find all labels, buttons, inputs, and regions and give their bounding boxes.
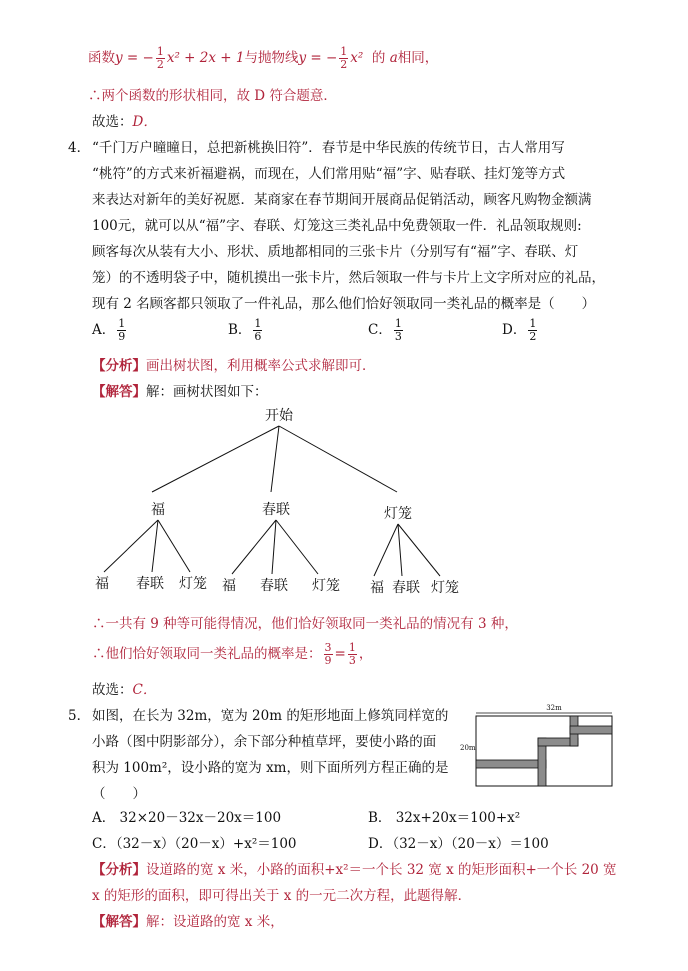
tree-l2-1: 福: [95, 576, 109, 592]
q5-figure: [458, 700, 618, 790]
option-label: D．: [502, 322, 527, 338]
q4-answer: [92, 680, 156, 700]
q4-line-1: “千门万户曈曈日，总把新桃换旧符”．春节是中华民族的传统节日，古人常用写: [92, 140, 565, 156]
q4-number: 4．: [68, 140, 91, 156]
branch-dl-chunlian: [398, 524, 402, 576]
answer-value: D．: [132, 114, 157, 130]
text-fn-prefix: 函数: [88, 50, 115, 66]
tree-l2-5: 春联: [260, 578, 288, 594]
analysis-text: 画出树状图，利用概率公式求解即可．: [146, 358, 376, 374]
q4-option-d[interactable]: [502, 318, 539, 343]
q5-line-1: 如图，在长为 32m，宽为 20m 的矩形地面上修筑同样宽的: [92, 708, 449, 724]
conclusion-suffix: ，: [358, 646, 373, 662]
frac-half-2: $\frac{1}{2}$: [340, 45, 348, 71]
q4-line-4: 100元，就可以从“福”字、春联、灯笼这三类礼品中免费领取一件．礼品领取规则:: [92, 218, 582, 234]
branch-cl-denglong: [276, 520, 318, 574]
q5-option-d[interactable]: D．（32－x）（20－x）＝100: [368, 836, 549, 852]
solution-tag: 【解答】: [92, 384, 146, 400]
eq2-lhs: y = −: [298, 50, 338, 66]
tree-l2-6: 灯笼: [312, 578, 340, 594]
q4-option-c[interactable]: [368, 318, 405, 343]
equals-sign: =: [334, 646, 346, 662]
q5-line-4: （ ）: [92, 786, 146, 802]
solution-text: 解：设道路的宽 x 米，: [146, 914, 284, 930]
answer-value: C．: [132, 682, 157, 698]
branch-fu-denglong: [158, 520, 190, 572]
option-label: B．: [228, 322, 252, 338]
tree-l1-fu: 福: [151, 502, 165, 518]
text-same: 相同，: [397, 50, 439, 66]
branch-root-fu: [152, 426, 279, 492]
figure-height-label: 20m: [460, 744, 476, 752]
q5-line-3: 积为 100m²，设小路的宽为 xm，则下面所列方程正确的是: [92, 760, 449, 776]
frac-1-3: $\frac{1}{3}$: [348, 641, 356, 667]
q5-solution: [92, 912, 284, 932]
text-fn-mid: 与抛物线: [244, 50, 299, 66]
q5-line-2: 小路（图中阴影部分），余下部分种植草坪，要使小路的面: [92, 734, 437, 750]
analysis-text-1: 设道路的宽 x 米，小路的面积+x²＝一个长 32 宽 x 的矩形面积+一个长 20 宽: [146, 862, 617, 878]
q4-conclusion-2: [92, 642, 372, 667]
answer-label: 故选：: [92, 682, 133, 698]
option-frac: $\frac{1}{2}$: [529, 317, 537, 343]
tree-l2-3: 灯笼: [179, 576, 207, 592]
solution-tag: 【解答】: [92, 914, 146, 930]
eq1-lhs: y = −: [115, 50, 154, 66]
tree-l1-chunlian: 春联: [262, 502, 290, 518]
q4-analysis: [92, 356, 376, 376]
answer-line-prev: [92, 112, 157, 132]
q4-solution: [92, 382, 268, 402]
answer-label: 故选：: [92, 114, 133, 130]
q5-option-a[interactable]: A． 32×20－32x－20x＝100: [92, 810, 282, 826]
conclusion-line: ∴两个函数的形状相同，故 D 符合题意．: [88, 88, 337, 104]
q5-option-b[interactable]: B． 32x+20x＝100+x²: [368, 810, 521, 826]
branch-root-chunlian: [271, 426, 279, 492]
tree-l2-8: 春联: [392, 580, 420, 596]
q5-analysis-2: x 的矩形的面积，即可得出关于 x 的一元二次方程，此题得解．: [92, 888, 472, 904]
analysis-tag: 【分析】: [92, 862, 146, 878]
q5-analysis: [92, 860, 617, 880]
option-frac: $\frac{1}{9}$: [118, 317, 126, 343]
branch-dl-denglong: [398, 524, 440, 576]
q4-line-6: 笼）的不透明袋子中，随机摸出一张卡片，然后领取一件与卡片上文字所对应的礼品，: [92, 270, 605, 286]
tree-root: 开始: [265, 408, 293, 424]
q5-option-c[interactable]: C．（32－x）（20－x）+x²＝100: [92, 836, 297, 852]
option-frac: $\frac{1}{6}$: [254, 317, 262, 343]
branch-root-denglong: [279, 426, 397, 492]
tree-l2-7: 福: [370, 580, 384, 596]
tree-l2-4: 福: [222, 578, 236, 594]
tree-l2-9: 灯笼: [431, 580, 459, 596]
eq2-rhs: x²: [350, 50, 364, 66]
frac-half-1: $\frac{1}{2}$: [156, 45, 164, 71]
var-a: a: [389, 50, 398, 66]
branch-cl-chunlian: [272, 520, 276, 574]
branch-cl-fu: [232, 520, 276, 574]
analysis-tag: 【分析】: [92, 358, 146, 374]
q4-line-5: 顾客每次从装有大小、形状、质地都相同的三张卡片（分别写有“福”字、春联、灯: [92, 244, 579, 260]
option-frac: $\frac{1}{3}$: [394, 317, 402, 343]
q4-option-b[interactable]: [228, 318, 264, 343]
option-label: C．: [368, 322, 392, 338]
branch-fu-chunlian: [152, 520, 158, 572]
q4-line-7: 现有 2 名顾客都只领取了一件礼品，那么他们恰好领取同一类礼品的概率是（ ）: [92, 296, 596, 312]
eq1-rhs: x² + 2x + 1: [166, 50, 245, 66]
q4-option-a[interactable]: [92, 318, 128, 343]
tree-l2-2: 春联: [136, 576, 164, 592]
q4-conclusion-1: ∴一共有 9 种等可能得情况，他们恰好领取同一类礼品的情况有 3 种，: [92, 616, 518, 632]
text-de: 的: [371, 50, 386, 66]
tree-diagram: [0, 400, 688, 600]
figure-width-label: 32m: [546, 704, 562, 712]
frac-3-9: $\frac{3}{9}$: [324, 641, 332, 667]
branch-fu-fu: [104, 520, 158, 572]
q5-number: 5．: [68, 708, 91, 724]
tree-l1-denglong: 灯笼: [384, 506, 412, 522]
option-label: A．: [92, 322, 116, 338]
function-comparison-line: [88, 46, 438, 71]
q4-line-2: “桃符”的方式来祈福避祸，而现在，人们常用贴“福”字、贴春联、挂灯笼等方式: [92, 166, 566, 182]
conclusion-prefix: ∴他们恰好领取同一类礼品的概率是：: [92, 646, 322, 662]
solution-text: 解：画树状图如下：: [146, 384, 268, 400]
branch-dl-fu: [374, 524, 398, 576]
q4-line-3: 来表达对新年的美好祝愿．某商家在春节期间开展商品促销活动，顾客凡购物金额满: [92, 192, 592, 208]
